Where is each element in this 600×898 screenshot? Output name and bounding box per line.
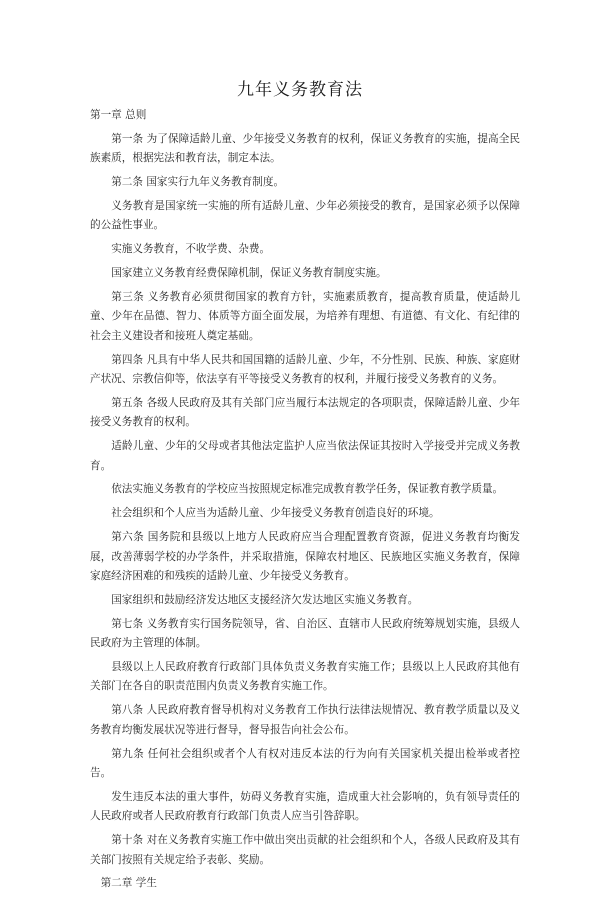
article-paragraph: 第七条 义务教育实行国务院领导，省、自治区、直辖市人民政府统筹规划实施，县级人民政府为主管理的体制。 [90, 617, 520, 650]
article-paragraph: 第六条 国务院和县级以上地方人民政府应当合理配置教育资源，促进义务教育均衡发展，改善薄弱学校的办学条件，并采取措施，保障农村地区、民族地区实施义务教育，保障家庭经济困难的和残疾的适龄儿童、少年接受义务教育。 [90, 531, 520, 583]
chapter-heading: 第一章 总则 [90, 109, 147, 121]
article-paragraph: 第五条 各级人民政府及其有关部门应当履行本法规定的各项职责，保障适龄儿童、少年接受义务教育的权利。 [90, 396, 520, 429]
article-paragraph: 第九条 任何社会组织或者个人有权对违反本法的行为向有关国家机关提出检举或者控告。 [90, 747, 520, 780]
article-paragraph: 第十条 对在义务教育实施工作中做出突出贡献的社会组织和个人，各级人民政府及其有关部门按照有关规定给予表彰、奖励。 [90, 834, 520, 866]
chapter-heading: 第二章 学生 [100, 877, 157, 890]
document-title: 九年义务教育法 [237, 80, 363, 100]
article-paragraph: 依法实施义务教育的学校应当按照规定标准完成教育教学任务，保证教育教学质量。 [111, 483, 504, 496]
article-paragraph: 第二条 国家实行九年义务教育制度。 [111, 176, 285, 189]
article-paragraph: 国家组织和鼓励经济发达地区支援经济欠发达地区实施义务教育。 [111, 593, 419, 606]
article-paragraph: 社会组织和个人应当为适龄儿童、少年接受义务教育创造良好的环境。 [111, 507, 440, 520]
article-paragraph: 义务教育是国家统一实施的所有适龄儿童、少年必须接受的教育，是国家必须予以保障的公益性事业。 [90, 199, 520, 232]
article-paragraph: 第八条 人民政府教育督导机构对义务教育工作执行法律法规情况、教育教学质量以及义务教育均衡发展状况等进行督导，督导报告向社会公布。 [90, 704, 520, 736]
article-paragraph: 第一条 为了保障适龄儿童、少年接受义务教育的权利，保证义务教育的实施，提高全民族素质，根据宪法和教育法，制定本法。 [90, 132, 520, 165]
article-paragraph: 第三条 义务教育必须贯彻国家的教育方针，实施素质教育，提高教育质量，使适龄儿童、少年在品德、智力、体质等方面全面发展，为培养有理想、有道德、有文化、有纪律的社会主义建设者和接班人奠定基础。 [90, 290, 520, 342]
article-paragraph: 发生违反本法的重大事件，妨碍义务教育实施，造成重大社会影响的，负有领导责任的人民政府或者人民政府教育行政部门负责人应当引咎辞职。 [90, 790, 520, 823]
article-paragraph: 实施义务教育，不收学费、杂费。 [111, 243, 271, 256]
article-paragraph: 县级以上人民政府教育行政部门具体负责义务教育实施工作；县级以上人民政府其他有关部门在各自的职责范围内负责义务教育实施工作。 [90, 660, 520, 693]
article-paragraph: 国家建立义务教育经费保障机制，保证义务教育制度实施。 [111, 266, 387, 279]
article-paragraph: 第四条 凡具有中华人民共和国国籍的适龄儿童、少年，不分性别、民族、种族、家庭财产状况、宗教信仰等，依法享有平等接受义务教育的权利，并履行接受义务教育的义务。 [90, 353, 520, 386]
document-body [90, 106, 520, 898]
article-paragraph: 适龄儿童、少年的父母或者其他法定监护人应当依法保证其按时入学接受并完成义务教育。 [90, 440, 520, 472]
